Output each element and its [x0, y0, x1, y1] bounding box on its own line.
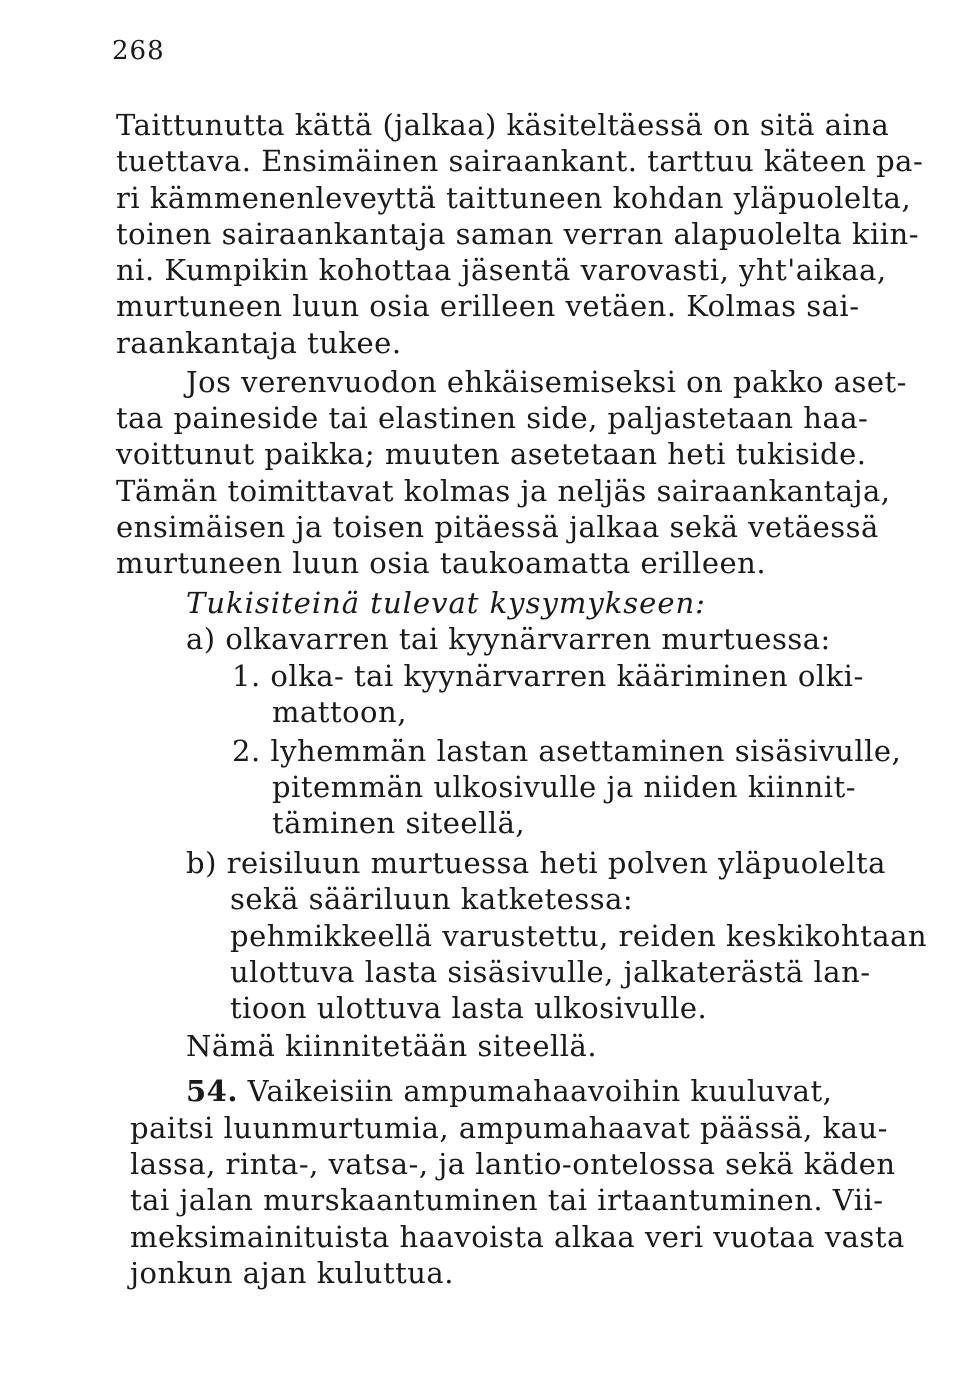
paragraph-2-line-4: Tämän toimittavat kolmas ja neljäs sairaankantaja, [116, 474, 891, 508]
paragraph-2-line-6: murtuneen luun osia taukoamatta erilleen. [116, 546, 767, 580]
list-b-line-5: tioon ulottuva lasta ulkosivulle. [230, 991, 708, 1025]
paragraph-1-line-4: toinen sairaankantaja saman verran alapuolelta kiin- [116, 217, 920, 251]
section-54-line-5: meksimainituista haavoista alkaa veri vuotaa vasta [130, 1220, 905, 1254]
paragraph-2-line-1: Jos verenvuodon ehkäisemiseksi on pakko aset- [186, 365, 907, 399]
list-b-line-1: b) reisiluun murtuessa heti polven yläpuolelta [186, 846, 886, 880]
section-54-line-1 [186, 1073, 832, 1109]
paragraph-1-line-5: ni. Kumpikin kohottaa jäsentä varovasti, yht'aikaa, [116, 253, 887, 287]
list-a-item-2-line-1: 2. lyhemmän lastan asettaminen sisäsivulle, [232, 734, 902, 768]
list-a-item-1-line-2: mattoon, [272, 695, 407, 729]
paragraph-1-line-1: Taittunutta kättä (jalkaa) käsiteltäessä on sitä aina [116, 108, 890, 142]
list-a-item-2-line-3: täminen siteellä, [272, 806, 526, 840]
list-b-line-3: pehmikkeellä varustettu, reiden keskikohtaan [230, 919, 928, 953]
section-54-line-4: tai jalan murskaantuminen tai irtaantuminen. Vii- [130, 1183, 884, 1217]
list-b-line-4: ulottuva lasta sisäsivulle, jalkaterästä lan- [230, 955, 871, 989]
list-b-line-2: sekä sääriluun katketessa: [230, 882, 634, 916]
paragraph-2-line-5: ensimäisen ja toisen pitäessä jalkaa sekä vetäessä [116, 510, 879, 544]
section-54-line-3: lassa, rinta-, vatsa-, ja lantio-ontelossa sekä käden [130, 1147, 896, 1181]
paragraph-1-line-7: raankantaja tukee. [116, 326, 402, 360]
section-54-line-2: paitsi luunmurtumia, ampumahaavat päässä, kau- [130, 1111, 888, 1145]
list-a-item-2-line-2: pitemmän ulkosivulle ja niiden kiinnit- [272, 770, 857, 804]
section-54-line-1-text: Vaikeisiin ampumahaavoihin kuuluvat, [247, 1074, 833, 1108]
subheading-tukisiteina: Tukisiteinä tulevat kysymykseen: [186, 586, 706, 620]
paragraph-2-line-3: voittunut paikka; muuten asetetaan heti tukiside. [116, 437, 867, 471]
section-number: 54. [186, 1074, 238, 1108]
paragraph-1-line-2: tuettava. Ensimäinen sairaankant. tarttuu käteen pa- [116, 144, 924, 178]
page-number: 268 [112, 36, 165, 66]
paragraph-2-line-2: taa paineside tai elastinen side, paljastetaan haa- [116, 401, 869, 435]
section-54-line-6: jonkun ajan kuluttua. [130, 1256, 454, 1290]
list-a-label: a) olkavarren tai kyynärvarren murtuessa: [186, 622, 831, 656]
list-b-line-6: Nämä kiinnitetään siteellä. [186, 1029, 598, 1063]
paragraph-1-line-6: murtuneen luun osia erilleen vetäen. Kolmas sai- [116, 289, 860, 323]
paragraph-1-line-3: ri kämmenenleveyttä taittuneen kohdan yläpuolelta, [116, 181, 912, 215]
list-a-item-1-line-1: 1. olka- tai kyynärvarren kääriminen olki- [232, 659, 864, 693]
